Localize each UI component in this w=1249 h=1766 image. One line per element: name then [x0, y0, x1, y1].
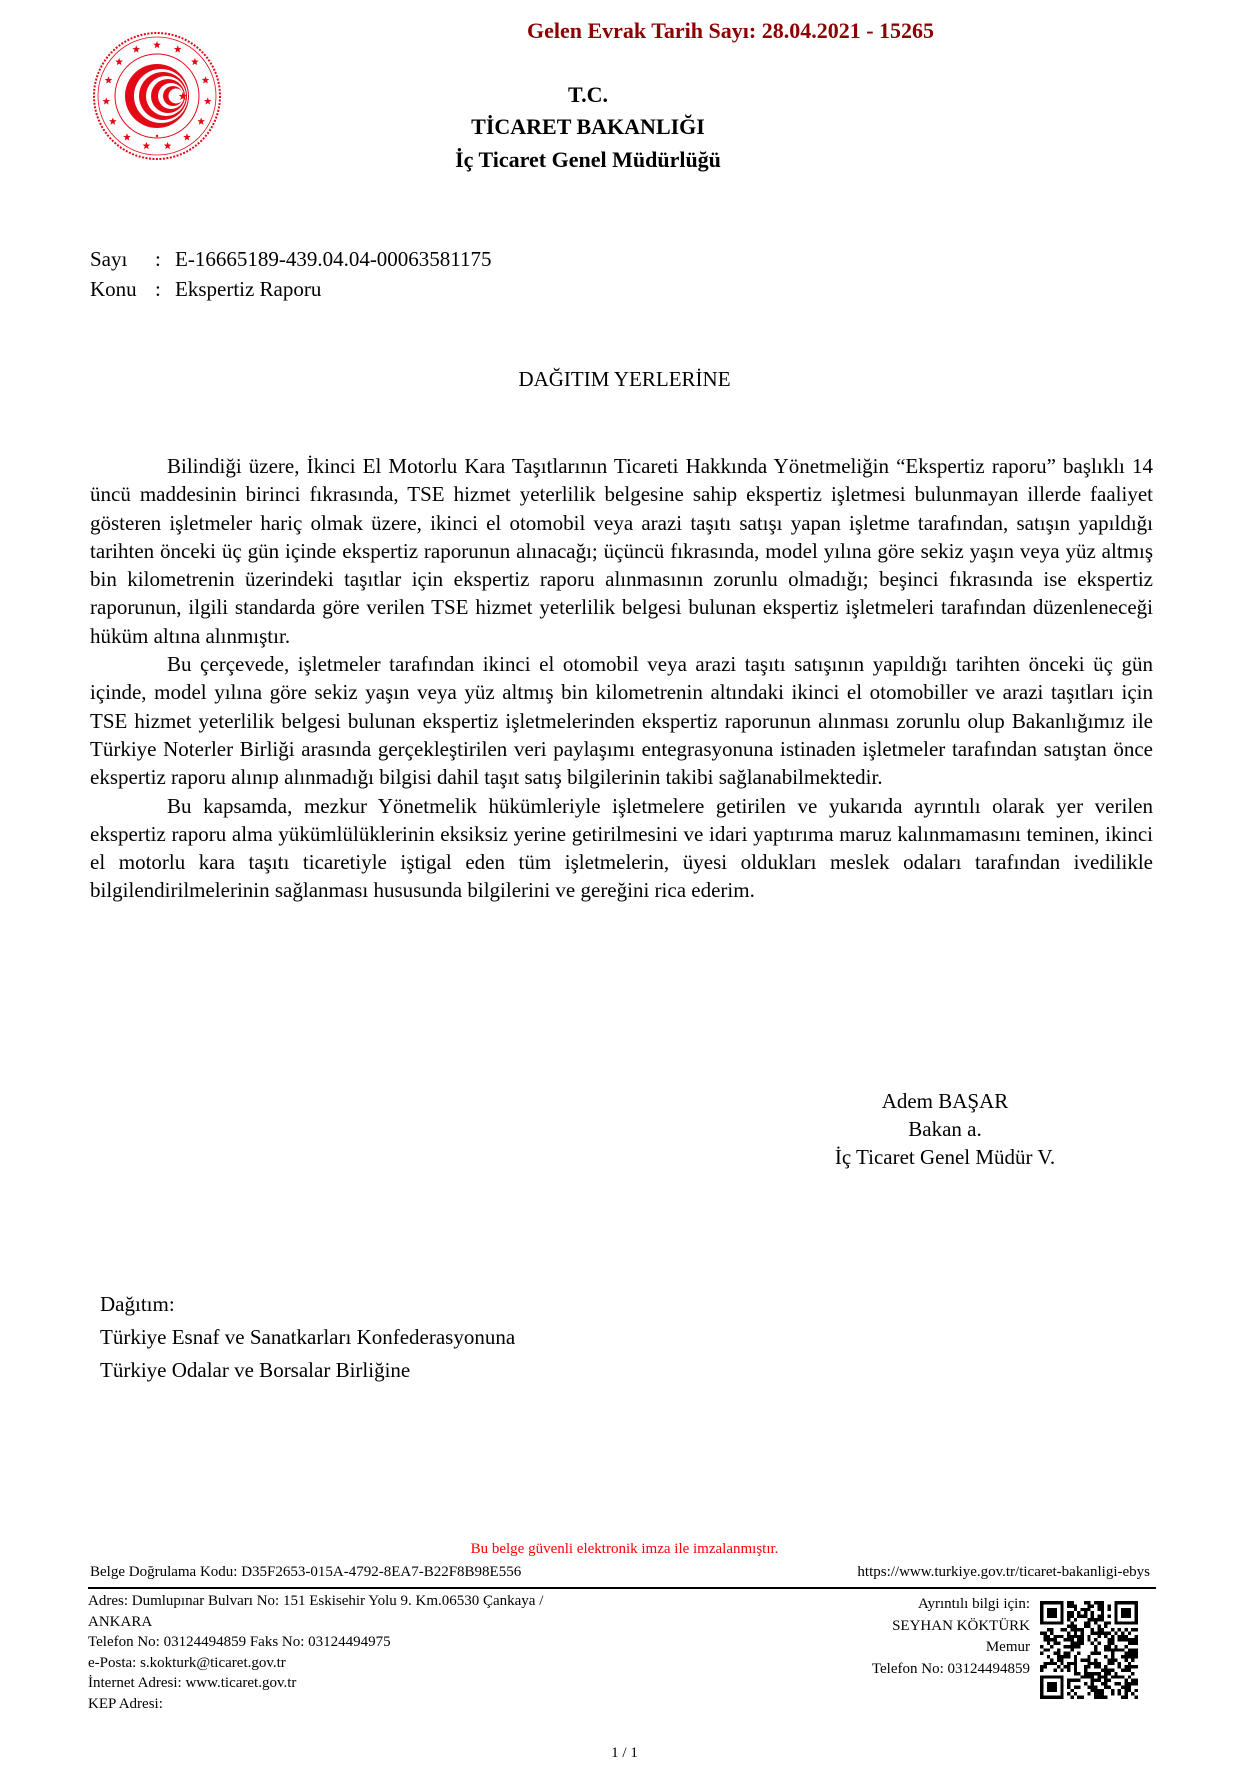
colon: :	[155, 277, 161, 301]
header-tc: T.C.	[568, 82, 608, 107]
document-number-value: E-16665189-439.04.04-00063581175	[175, 247, 492, 271]
letter-body	[90, 452, 1153, 905]
star-icon	[153, 41, 161, 48]
body-paragraph: Bilindiği üzere, İkinci El Motorlu Kara Taşıtlarının Ticareti Hakkında Yönetmeliğin “Ekspertiz raporu” başlıklı 14 üncü maddesinin birinci fıkrasında, TSE hizmet yeterlilik belgesine sahip ekspertiz işletmesi bulunmayan illerde faaliyet gösteren işletmeler hariç olmak üzere, ikinci el otomobil veya arazi taşıtı satışı yapan işletme tarafından, satışın yapıldığı tarihten önceki üç gün içinde ekspertiz raporunun alınacağı; üçüncü fıkrasında, model yılına göre sekiz yaşın veya yüz altmış bin kilometrenin üzerindeki taşıtlar için ekspertiz raporu alınmasının zorunlu olmadığı; beşinci fıkrasında ise ekspertiz raporunun, ilgili standarda göre verilen TSE hizmet yeterlilik belgesi bulunan ekspertiz işletmeleri tarafından düzenleneceği hüküm altına alınmıştır.	[90, 454, 1153, 648]
footer-contact-info	[88, 1591, 543, 1714]
header-ministry: TİCARET BAKANLIĞI	[471, 114, 705, 139]
star-icon	[115, 58, 123, 65]
colon: :	[155, 247, 161, 271]
contact-title: Memur	[985, 1639, 1030, 1655]
subject-value: Ekspertiz Raporu	[175, 277, 322, 301]
email-link[interactable]: e-Posta: s.kokturk@ticaret.gov.tr	[88, 1654, 286, 1671]
kep-address: KEP Adresi:	[88, 1695, 163, 1712]
incoming-document-stamp: Gelen Evrak Tarih Sayı: 28.04.2021 - 15265	[527, 18, 935, 43]
address-line: Adres: Dumlupınar Bulvarı No: 151 Eskisehir Yolu 9. Km.06530 Çankaya /	[88, 1593, 544, 1609]
contact-phone: Telefon No: 03124494859	[871, 1660, 1030, 1677]
subject-label: Konu	[90, 277, 137, 301]
phone-fax: Telefon No: 03124494859 Faks No: 03124494975	[88, 1634, 391, 1650]
contact-label: Ayrıntılı bilgi için:	[918, 1596, 1030, 1612]
signatory-title: Bakan a.	[908, 1117, 982, 1141]
subject-row	[90, 277, 321, 302]
contact-name: SEYHAN KÖKTÜRK	[892, 1617, 1030, 1634]
qr-code-icon	[1040, 1601, 1138, 1699]
signature-block	[780, 1087, 1110, 1171]
signatory-name: Adem BAŞAR	[881, 1089, 1009, 1113]
page-number: 1 / 1	[611, 1745, 638, 1761]
contact-person	[820, 1594, 1030, 1680]
address-city: ANKARA	[88, 1613, 153, 1630]
body-paragraph: Bu çerçevede, işletmeler tarafından ikinci el otomobil veya arazi taşıtı satışının yapıldığı tarihten önceki üç gün içinde, model yılına göre sekiz yaşın veya yüz altmış bin kilometrenin altındaki ikinci el otomobiller ve arazi taşıtları için TSE hizmet yeterlilik belgesi bulunan ekspertiz işletmelerinden ekspertiz raporunun alınması zorunlu olup Bakanlığımız ile Türkiye Noterler Birliği arasında gerçekleştirilen veri paylaşımı entegrasyonuna istinaden işletmeler tarafından satıştan önce ekspertiz raporu alınıp alınmadığı bilgisi dahil taşıt satış bilgilerinin takibi sağlanabilmektedir.	[90, 652, 1153, 790]
star-icon	[132, 45, 140, 52]
document-number-label: Sayı	[90, 247, 128, 271]
addressee: DAĞITIM YERLERİNE	[518, 367, 731, 391]
signatory-position: İç Ticaret Genel Müdür V.	[834, 1145, 1056, 1169]
verification-row	[90, 1564, 1150, 1581]
e-signature-notice: Bu belge güvenli elektronik imza ile imzalanmıştır.	[470, 1541, 779, 1557]
star-icon	[191, 58, 199, 65]
footer-divider	[88, 1587, 1156, 1589]
distribution-recipient: Türkiye Odalar ve Borsalar Birliğine	[100, 1358, 411, 1382]
document-number-row	[90, 247, 492, 272]
distribution-label: Dağıtım:	[100, 1292, 175, 1316]
distribution-recipient: Türkiye Esnaf ve Sanatkarları Konfederasyonuna	[100, 1325, 516, 1349]
verification-code: Belge Doğrulama Kodu: D35F2653-015A-4792-8EA7-B22F8B98E556	[90, 1564, 522, 1580]
distribution-list	[100, 1288, 515, 1387]
header-department: İç Ticaret Genel Müdürlüğü	[455, 147, 721, 172]
website-link[interactable]: İnternet Adresi: www.ticaret.gov.tr	[88, 1675, 297, 1691]
body-paragraph: Bu kapsamda, mezkur Yönetmelik hükümleriyle işletmelere getirilen ve yukarıda ayrıntılı olarak yer verilen ekspertiz raporu alma yükümlülüklerinin eksiksiz yerine getirilmesini ve idari yaptırıma maruz kalınmamasını teminen, ikinci el motorlu kara taşıtı ticaretiyle iştigal eden tüm işletmelerin, üyesi oldukları meslek odaları tarafından ivedilikle bilgilendirilmelerinin sağlanması hususunda bilgilerini ve gereğini rica ederim.	[90, 793, 1153, 903]
verification-url-link[interactable]: https://www.turkiye.gov.tr/ticaret-bakanligi-ebys	[857, 1564, 1150, 1580]
star-icon	[174, 45, 182, 52]
